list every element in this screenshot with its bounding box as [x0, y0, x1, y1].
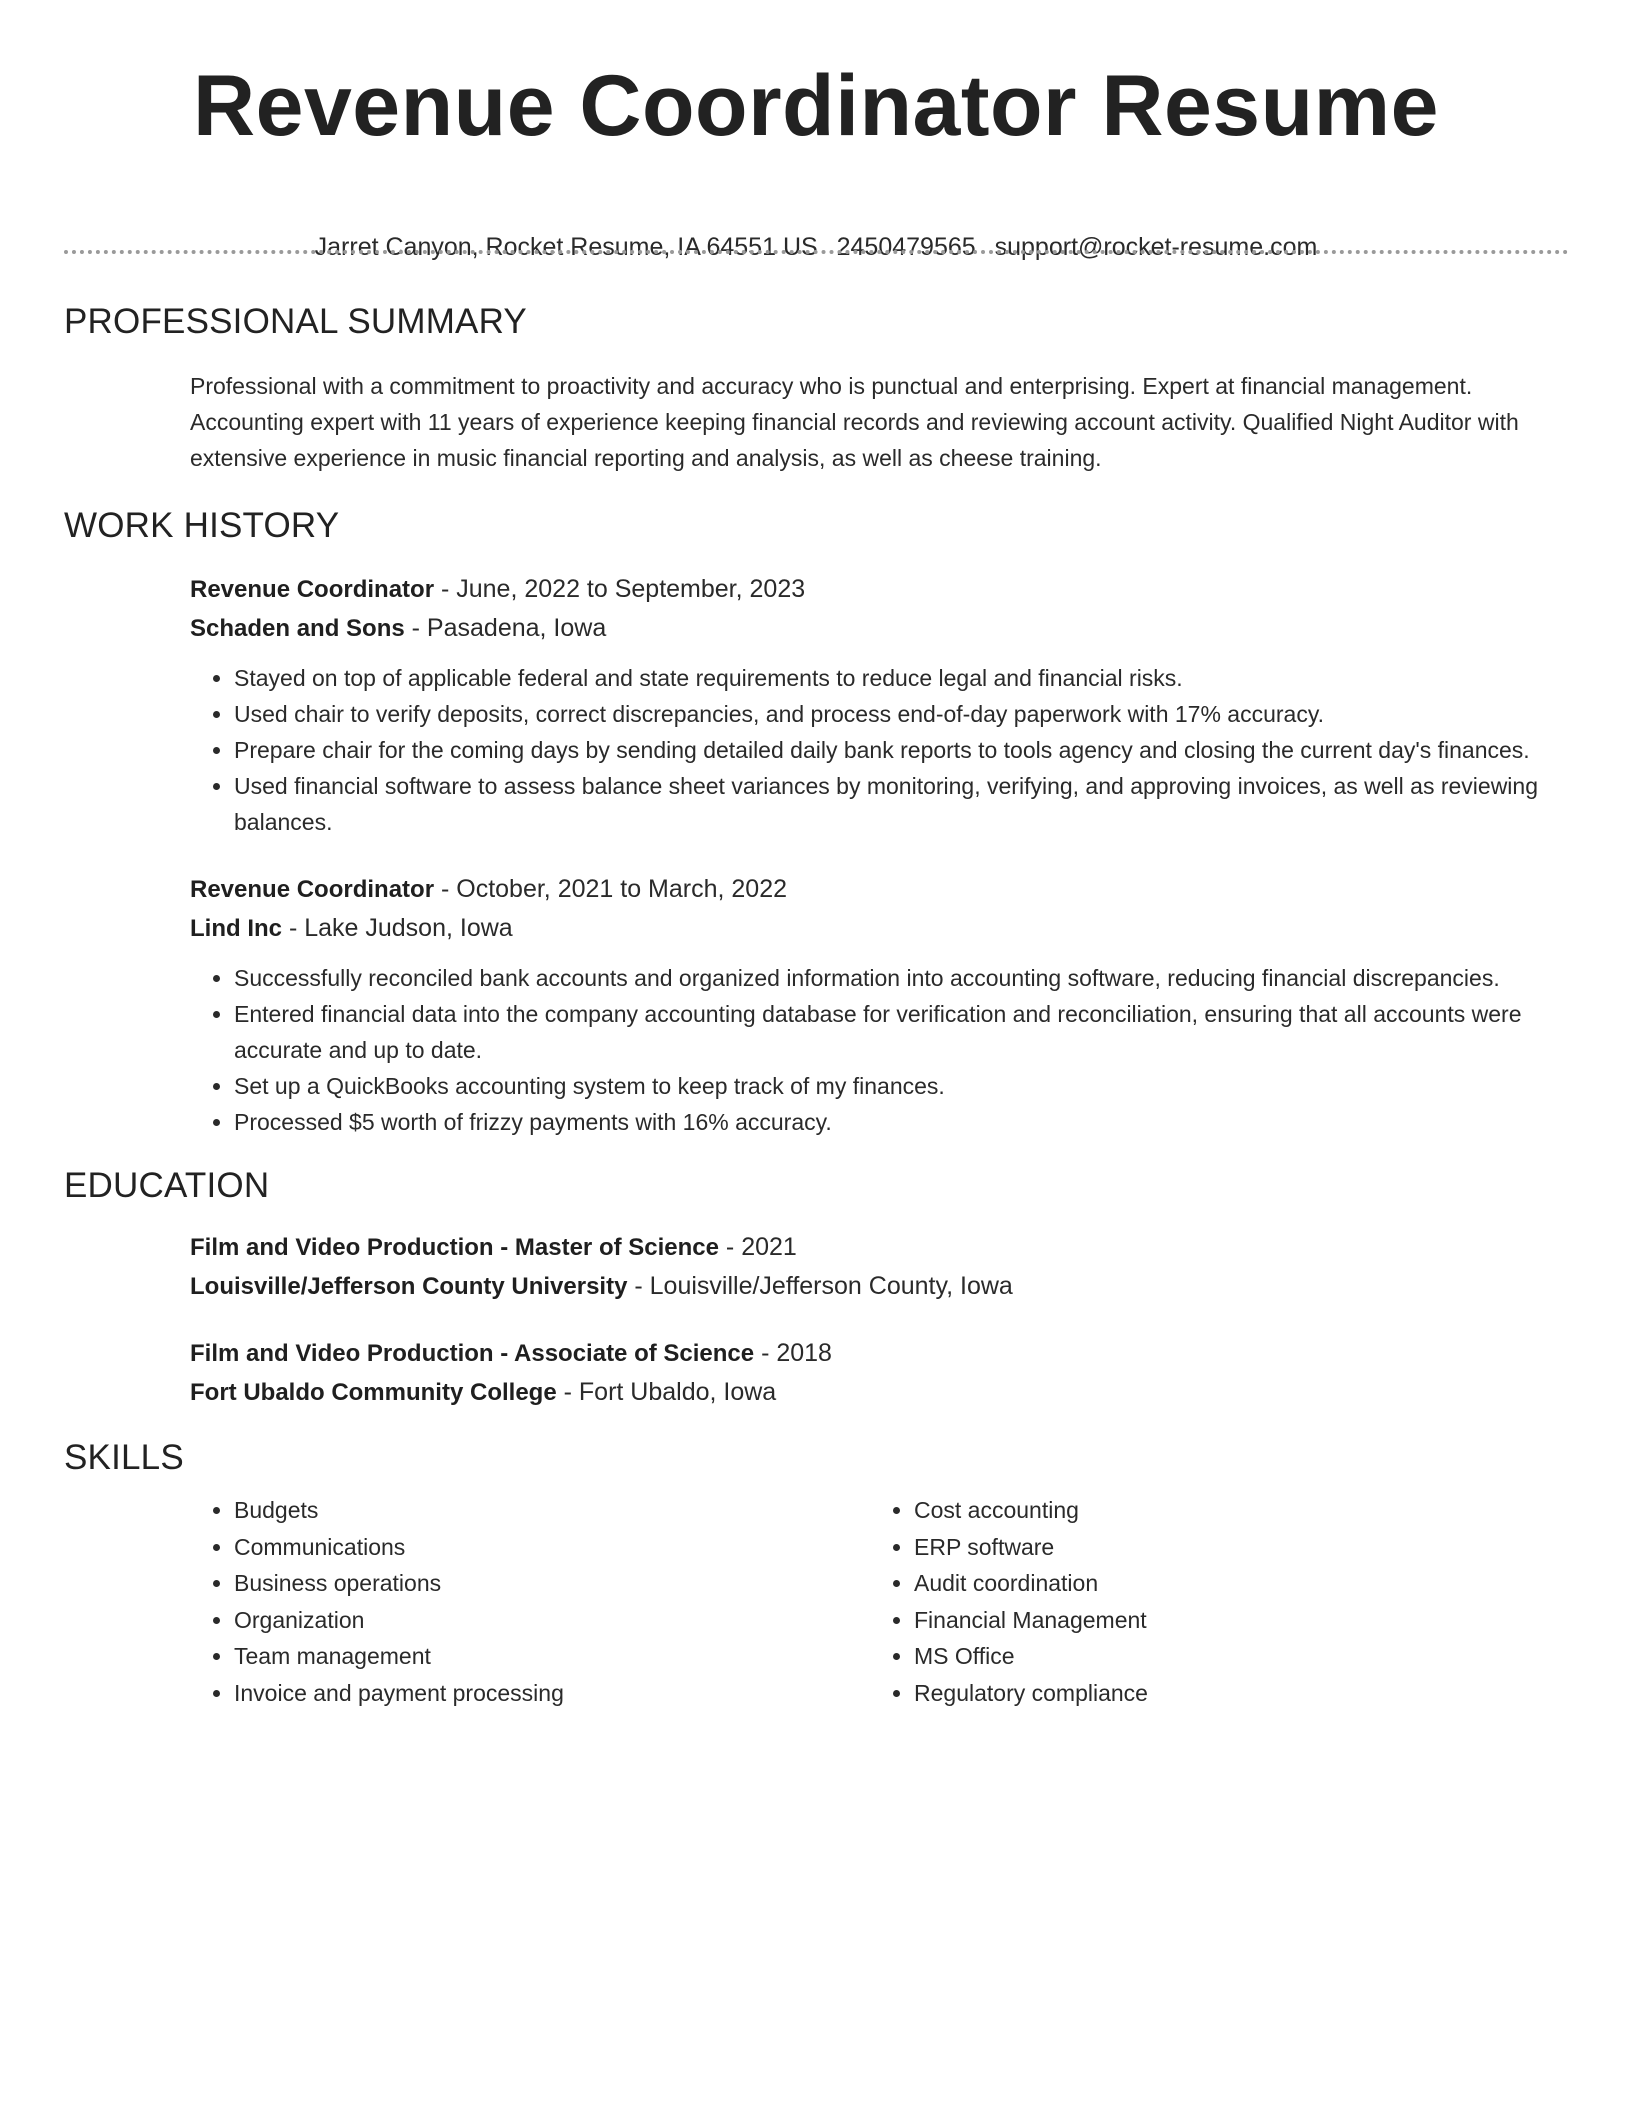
education-year: - 2021 — [718, 1233, 797, 1261]
education-degree-line — [190, 1228, 1569, 1267]
education-entry — [190, 1334, 1569, 1412]
list-item: • Business operations — [234, 1565, 870, 1602]
education-location: - Fort Ubaldo, Iowa — [556, 1378, 777, 1406]
education-heading: EDUCATION — [64, 1166, 270, 1205]
list-item: • Audit coordination — [914, 1565, 1514, 1602]
list-item: • Invoice and payment processing — [234, 1675, 870, 1712]
education-school: Fort Ubaldo Community College — [190, 1379, 557, 1406]
skills-list — [190, 1492, 1569, 1712]
job-dates: - June, 2022 to September, 2023 — [434, 575, 806, 603]
job-title: Revenue Coordinator — [190, 576, 435, 603]
work-history-heading: WORK HISTORY — [64, 506, 340, 545]
list-item: • Used financial software to assess balance sheet variances by monitoring, verifying, and approving invoices, as well as reviewing balances. — [234, 768, 1569, 840]
contact-line — [0, 232, 1632, 262]
education-school-line — [190, 1373, 1569, 1412]
list-item: • Financial Management — [914, 1602, 1514, 1639]
list-item: • Communications — [234, 1529, 870, 1566]
list-item: • MS Office — [914, 1638, 1514, 1675]
job-title: Revenue Coordinator — [190, 876, 435, 903]
list-item: • Used chair to verify deposits, correct discrepancies, and process end-of-day paperwork with 17% accuracy. — [234, 696, 1569, 732]
contact-phone: 2450479565 — [836, 233, 976, 261]
job-bullets — [190, 960, 1569, 1140]
education-school-line — [190, 1267, 1569, 1306]
resume-body — [64, 300, 1569, 1712]
job-entry — [190, 870, 1569, 1140]
list-item: • Stayed on top of applicable federal and state requirements to reduce legal and financial risks. — [234, 660, 1569, 696]
summary-heading: PROFESSIONAL SUMMARY — [64, 302, 527, 341]
job-title-line — [190, 570, 1569, 609]
education-degree: Film and Video Production - Master of Science — [190, 1234, 719, 1261]
job-bullets — [190, 660, 1569, 840]
list-item: • Organization — [234, 1602, 870, 1639]
list-item: • Cost accounting — [914, 1492, 1514, 1529]
job-company: Schaden and Sons — [190, 615, 405, 642]
list-item: • Set up a QuickBooks accounting system to keep track of my finances. — [234, 1068, 1569, 1104]
education-degree: Film and Video Production - Associate of Science — [190, 1340, 755, 1367]
education-school: Louisville/Jefferson County University — [190, 1273, 628, 1300]
list-item: • Processed $5 worth of frizzy payments with 16% accuracy. — [234, 1104, 1569, 1140]
skills-column-left — [190, 1492, 870, 1712]
list-item: • ERP software — [914, 1529, 1514, 1566]
list-item: • Successfully reconciled bank accounts and organized information into accounting software, reducing financial discrepancies. — [234, 960, 1569, 996]
list-item: • Team management — [234, 1638, 870, 1675]
list-item: • Prepare chair for the coming days by sending detailed daily bank reports to tools agency and closing the current day's finances. — [234, 732, 1569, 768]
education-entry — [190, 1228, 1569, 1306]
list-item: • Regulatory compliance — [914, 1675, 1514, 1712]
education-year: - 2018 — [754, 1339, 832, 1367]
education-location: - Louisville/Jefferson County, Iowa — [627, 1272, 1013, 1300]
contact-email: support@rocket-resume.com — [994, 233, 1318, 261]
job-company: Lind Inc — [190, 915, 282, 942]
job-company-line — [190, 609, 1569, 648]
page-title: Revenue Coordinator Resume — [193, 58, 1439, 154]
list-item: • Budgets — [234, 1492, 870, 1529]
header-divider — [64, 250, 1569, 254]
skills-heading: SKILLS — [64, 1438, 184, 1477]
summary-text: Professional with a commitment to proactivity and accuracy who is punctual and enterprising. Expert at financial management. Accounting expert with 11 years of experience keeping financial records and reviewing account activity. Qualified Night Auditor with extensive experience in music financial reporting and analysis, as well as cheese training. — [190, 373, 1519, 471]
job-company-line — [190, 909, 1569, 948]
contact-address: Jarret Canyon, Rocket Resume, IA 64551 US — [314, 233, 818, 261]
skills-column-right — [870, 1492, 1514, 1712]
job-entry — [190, 570, 1569, 840]
job-location: - Pasadena, Iowa — [404, 614, 607, 642]
job-location: - Lake Judson, Iowa — [282, 914, 513, 942]
education-degree-line — [190, 1334, 1569, 1373]
resume-header — [0, 0, 1632, 262]
job-title-line — [190, 870, 1569, 909]
list-item: • Entered financial data into the company accounting database for verification and reconciliation, ensuring that all accounts were accurate and up to date. — [234, 996, 1569, 1068]
job-dates: - October, 2021 to March, 2022 — [434, 875, 788, 903]
